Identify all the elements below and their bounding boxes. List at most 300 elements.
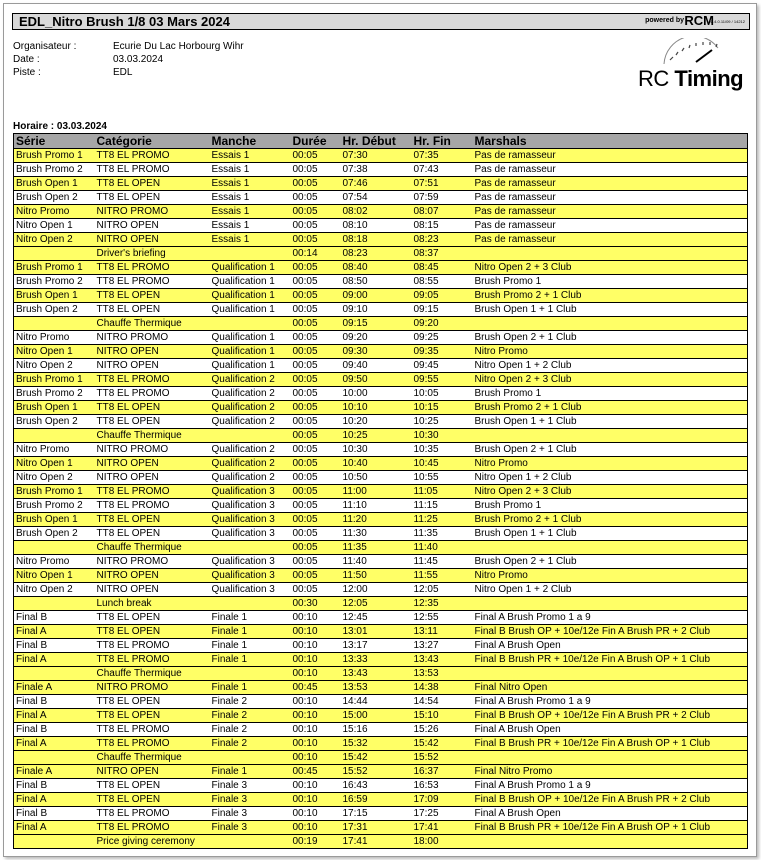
- cell-marshals: [473, 597, 748, 611]
- cell-duree: 00:05: [291, 317, 341, 331]
- cell-hr-fin: 15:52: [412, 751, 473, 765]
- cell-hr-fin: 08:45: [412, 261, 473, 275]
- cell-marshals: Final B Brush OP + 10e/12e Fin A Brush PR + 2 Club: [473, 793, 748, 807]
- schedule-row: [14, 429, 748, 443]
- cell-manche: Finale 1: [210, 611, 291, 625]
- cell-hr-fin: 09:25: [412, 331, 473, 345]
- cell-hr-fin: 15:10: [412, 709, 473, 723]
- schedule-row: [14, 737, 748, 751]
- rc-timing-wordmark: [638, 66, 743, 92]
- cell-manche: Finale 2: [210, 737, 291, 751]
- cell-hr-fin: 08:07: [412, 205, 473, 219]
- cell-marshals: [473, 667, 748, 681]
- cell-categorie: TT8 EL PROMO: [95, 261, 210, 275]
- cell-hr-fin: 08:23: [412, 233, 473, 247]
- cell-manche: Essais 1: [210, 219, 291, 233]
- cell-hr-fin: 08:55: [412, 275, 473, 289]
- schedule-row: [14, 247, 748, 261]
- cell-manche: Finale 1: [210, 681, 291, 695]
- schedule-row: [14, 555, 748, 569]
- schedule-row: [14, 457, 748, 471]
- cell-marshals: [473, 751, 748, 765]
- cell-duree: 00:45: [291, 765, 341, 779]
- cell-categorie: NITRO OPEN: [95, 569, 210, 583]
- cell-marshals: [473, 317, 748, 331]
- cell-marshals: Brush Open 1 + 1 Club: [473, 527, 748, 541]
- cell-hr-debut: 11:10: [341, 499, 412, 513]
- cell-hr-fin: 14:38: [412, 681, 473, 695]
- cell-serie: Finale A: [14, 765, 95, 779]
- cell-serie: Nitro Open 2: [14, 359, 95, 373]
- cell-categorie: TT8 EL PROMO: [95, 149, 210, 163]
- cell-hr-debut: 15:52: [341, 765, 412, 779]
- schedule-row: [14, 597, 748, 611]
- schedule-row: [14, 401, 748, 415]
- cell-hr-debut: 09:00: [341, 289, 412, 303]
- cell-categorie: TT8 EL OPEN: [95, 191, 210, 205]
- cell-manche: Finale 3: [210, 807, 291, 821]
- cell-hr-fin: 10:45: [412, 457, 473, 471]
- cell-manche: Qualification 1: [210, 275, 291, 289]
- schedule-row: [14, 723, 748, 737]
- cell-serie: Nitro Open 2: [14, 471, 95, 485]
- cell-hr-fin: 12:55: [412, 611, 473, 625]
- cell-manche: [210, 541, 291, 555]
- schedule-row: [14, 387, 748, 401]
- cell-hr-debut: 13:43: [341, 667, 412, 681]
- cell-marshals: Brush Promo 2 + 1 Club: [473, 401, 748, 415]
- report-title: EDL_Nitro Brush 1/8 03 Mars 2024: [19, 14, 230, 29]
- piste-value: EDL: [113, 67, 133, 78]
- cell-hr-fin: 14:54: [412, 695, 473, 709]
- cell-hr-fin: 13:43: [412, 653, 473, 667]
- cell-categorie: TT8 EL PROMO: [95, 639, 210, 653]
- cell-manche: Qualification 2: [210, 471, 291, 485]
- cell-hr-debut: 17:15: [341, 807, 412, 821]
- cell-marshals: Brush Promo 2 + 1 Club: [473, 513, 748, 527]
- cell-categorie: NITRO PROMO: [95, 205, 210, 219]
- cell-categorie: NITRO OPEN: [95, 219, 210, 233]
- cell-serie: Final A: [14, 793, 95, 807]
- cell-manche: [210, 751, 291, 765]
- cell-duree: 00:05: [291, 163, 341, 177]
- cell-categorie: NITRO OPEN: [95, 583, 210, 597]
- cell-categorie: TT8 EL PROMO: [95, 275, 210, 289]
- cell-serie: [14, 429, 95, 443]
- cell-manche: [210, 317, 291, 331]
- schedule-row: [14, 541, 748, 555]
- cell-hr-fin: 13:53: [412, 667, 473, 681]
- cell-hr-debut: 15:32: [341, 737, 412, 751]
- cell-hr-debut: 07:54: [341, 191, 412, 205]
- cell-marshals: Final B Brush OP + 10e/12e Fin A Brush PR + 2 Club: [473, 625, 748, 639]
- cell-duree: 00:05: [291, 471, 341, 485]
- cell-manche: Qualification 3: [210, 513, 291, 527]
- cell-duree: 00:05: [291, 415, 341, 429]
- cell-manche: Qualification 3: [210, 485, 291, 499]
- piste-label: Piste :: [13, 67, 41, 78]
- cell-hr-debut: 10:40: [341, 457, 412, 471]
- cell-serie: Final B: [14, 695, 95, 709]
- cell-hr-fin: 10:55: [412, 471, 473, 485]
- cell-serie: [14, 835, 95, 849]
- cell-marshals: Brush Open 2 + 1 Club: [473, 555, 748, 569]
- cell-hr-debut: 13:33: [341, 653, 412, 667]
- cell-duree: 00:10: [291, 653, 341, 667]
- cell-serie: Final A: [14, 709, 95, 723]
- schedule-row: [14, 499, 748, 513]
- cell-duree: 00:10: [291, 625, 341, 639]
- cell-duree: 00:05: [291, 485, 341, 499]
- cell-marshals: Brush Open 2 + 1 Club: [473, 331, 748, 345]
- cell-hr-debut: 07:46: [341, 177, 412, 191]
- cell-hr-fin: 07:35: [412, 149, 473, 163]
- cell-hr-fin: 17:25: [412, 807, 473, 821]
- cell-hr-fin: 09:05: [412, 289, 473, 303]
- cell-categorie: TT8 EL OPEN: [95, 611, 210, 625]
- cell-hr-debut: 16:43: [341, 779, 412, 793]
- schedule-row: [14, 163, 748, 177]
- cell-manche: Qualification 2: [210, 443, 291, 457]
- cell-duree: 00:30: [291, 597, 341, 611]
- schedule-row: [14, 835, 748, 849]
- cell-duree: 00:10: [291, 667, 341, 681]
- cell-marshals: Final Nitro Promo: [473, 765, 748, 779]
- cell-hr-fin: 09:15: [412, 303, 473, 317]
- cell-serie: Brush Open 2: [14, 415, 95, 429]
- cell-duree: 00:05: [291, 401, 341, 415]
- cell-categorie: NITRO PROMO: [95, 681, 210, 695]
- col-hr-fin: Hr. Fin: [412, 134, 473, 149]
- cell-manche: Qualification 2: [210, 373, 291, 387]
- cell-duree: 00:05: [291, 219, 341, 233]
- cell-hr-debut: 15:16: [341, 723, 412, 737]
- cell-serie: Nitro Open 1: [14, 569, 95, 583]
- schedule-row: [14, 625, 748, 639]
- schedule-row: [14, 681, 748, 695]
- schedule-row: [14, 205, 748, 219]
- cell-manche: Qualification 3: [210, 583, 291, 597]
- schedule-table: [13, 133, 748, 849]
- cell-serie: Brush Promo 2: [14, 275, 95, 289]
- schedule-row: [14, 751, 748, 765]
- cell-marshals: Final A Brush Promo 1 a 9: [473, 779, 748, 793]
- cell-hr-fin: 10:05: [412, 387, 473, 401]
- cell-hr-fin: 07:43: [412, 163, 473, 177]
- cell-serie: [14, 667, 95, 681]
- cell-serie: Brush Open 2: [14, 191, 95, 205]
- cell-manche: Finale 3: [210, 821, 291, 835]
- cell-hr-fin: 09:20: [412, 317, 473, 331]
- col-duree: Durée: [291, 134, 341, 149]
- cell-manche: Essais 1: [210, 205, 291, 219]
- cell-categorie: Chauffe Thermique: [95, 751, 210, 765]
- schedule-row: [14, 303, 748, 317]
- cell-serie: Final B: [14, 611, 95, 625]
- schedule-row: [14, 513, 748, 527]
- schedule-row: [14, 471, 748, 485]
- cell-marshals: Final A Brush Promo 1 a 9: [473, 695, 748, 709]
- cell-hr-debut: 08:02: [341, 205, 412, 219]
- cell-duree: 00:05: [291, 499, 341, 513]
- cell-marshals: Final B Brush PR + 10e/12e Fin A Brush OP + 1 Club: [473, 653, 748, 667]
- cell-marshals: [473, 835, 748, 849]
- cell-duree: 00:10: [291, 723, 341, 737]
- cell-hr-fin: 09:35: [412, 345, 473, 359]
- cell-duree: 00:14: [291, 247, 341, 261]
- schedule-row: [14, 373, 748, 387]
- cell-hr-debut: 11:30: [341, 527, 412, 541]
- cell-categorie: TT8 EL OPEN: [95, 415, 210, 429]
- cell-categorie: TT8 EL PROMO: [95, 373, 210, 387]
- cell-duree: 00:10: [291, 709, 341, 723]
- schedule-row: [14, 569, 748, 583]
- cell-hr-debut: 12:05: [341, 597, 412, 611]
- cell-categorie: TT8 EL OPEN: [95, 513, 210, 527]
- schedule-row: [14, 695, 748, 709]
- cell-hr-debut: 09:30: [341, 345, 412, 359]
- cell-hr-fin: 11:05: [412, 485, 473, 499]
- cell-hr-debut: 09:20: [341, 331, 412, 345]
- cell-hr-debut: 10:30: [341, 443, 412, 457]
- col-hr-debut: Hr. Début: [341, 134, 412, 149]
- cell-hr-debut: 17:41: [341, 835, 412, 849]
- cell-duree: 00:05: [291, 555, 341, 569]
- cell-serie: Brush Open 1: [14, 513, 95, 527]
- cell-categorie: TT8 EL OPEN: [95, 401, 210, 415]
- cell-categorie: NITRO OPEN: [95, 471, 210, 485]
- cell-marshals: Final A Brush Open: [473, 639, 748, 653]
- cell-serie: [14, 247, 95, 261]
- cell-hr-debut: 13:17: [341, 639, 412, 653]
- cell-manche: Qualification 3: [210, 555, 291, 569]
- cell-marshals: Brush Open 1 + 1 Club: [473, 303, 748, 317]
- cell-marshals: Pas de ramasseur: [473, 205, 748, 219]
- cell-categorie: Chauffe Thermique: [95, 429, 210, 443]
- cell-manche: Qualification 2: [210, 457, 291, 471]
- cell-marshals: [473, 247, 748, 261]
- cell-manche: Essais 1: [210, 233, 291, 247]
- col-categorie: Catégorie: [95, 134, 210, 149]
- cell-marshals: Nitro Open 2 + 3 Club: [473, 485, 748, 499]
- cell-duree: 00:05: [291, 569, 341, 583]
- cell-hr-fin: 09:45: [412, 359, 473, 373]
- cell-serie: [14, 541, 95, 555]
- cell-hr-fin: 07:59: [412, 191, 473, 205]
- schedule-row: [14, 177, 748, 191]
- cell-duree: 00:05: [291, 261, 341, 275]
- cell-categorie: TT8 EL OPEN: [95, 709, 210, 723]
- cell-hr-debut: 11:20: [341, 513, 412, 527]
- cell-serie: Brush Promo 2: [14, 387, 95, 401]
- cell-hr-debut: 13:53: [341, 681, 412, 695]
- cell-hr-fin: 15:42: [412, 737, 473, 751]
- cell-manche: Finale 1: [210, 625, 291, 639]
- cell-duree: 00:10: [291, 751, 341, 765]
- cell-marshals: Brush Promo 1: [473, 275, 748, 289]
- cell-hr-fin: 18:00: [412, 835, 473, 849]
- cell-hr-debut: 07:38: [341, 163, 412, 177]
- cell-hr-debut: 12:45: [341, 611, 412, 625]
- cell-duree: 00:05: [291, 331, 341, 345]
- cell-hr-fin: 11:15: [412, 499, 473, 513]
- cell-hr-fin: 12:05: [412, 583, 473, 597]
- cell-marshals: Brush Open 2 + 1 Club: [473, 443, 748, 457]
- cell-hr-fin: 10:35: [412, 443, 473, 457]
- cell-categorie: TT8 EL OPEN: [95, 527, 210, 541]
- cell-marshals: [473, 429, 748, 443]
- cell-manche: [210, 835, 291, 849]
- schedule-row: [14, 233, 748, 247]
- cell-hr-debut: 10:50: [341, 471, 412, 485]
- cell-duree: 00:10: [291, 793, 341, 807]
- schedule-row: [14, 275, 748, 289]
- cell-categorie: NITRO PROMO: [95, 443, 210, 457]
- schedule-row: [14, 611, 748, 625]
- cell-hr-fin: 07:51: [412, 177, 473, 191]
- cell-manche: Qualification 1: [210, 261, 291, 275]
- cell-hr-debut: 12:00: [341, 583, 412, 597]
- cell-hr-fin: 11:55: [412, 569, 473, 583]
- cell-hr-debut: 11:40: [341, 555, 412, 569]
- cell-manche: Qualification 1: [210, 303, 291, 317]
- schedule-row: [14, 191, 748, 205]
- cell-marshals: Pas de ramasseur: [473, 149, 748, 163]
- schedule-body: [14, 149, 748, 849]
- col-serie: Série: [14, 134, 95, 149]
- cell-duree: 00:10: [291, 639, 341, 653]
- schedule-row: [14, 639, 748, 653]
- cell-duree: 00:19: [291, 835, 341, 849]
- cell-categorie: TT8 EL OPEN: [95, 625, 210, 639]
- cell-serie: [14, 597, 95, 611]
- cell-manche: Finale 2: [210, 723, 291, 737]
- cell-hr-debut: 14:44: [341, 695, 412, 709]
- cell-serie: Nitro Promo: [14, 443, 95, 457]
- schedule-row: [14, 709, 748, 723]
- cell-duree: 00:05: [291, 373, 341, 387]
- organisateur-label: Organisateur :: [13, 41, 77, 52]
- cell-hr-fin: 10:15: [412, 401, 473, 415]
- cell-categorie: TT8 EL PROMO: [95, 387, 210, 401]
- cell-serie: Final B: [14, 723, 95, 737]
- cell-categorie: TT8 EL PROMO: [95, 807, 210, 821]
- cell-manche: Finale 3: [210, 793, 291, 807]
- cell-duree: 00:10: [291, 779, 341, 793]
- cell-manche: Qualification 3: [210, 499, 291, 513]
- cell-serie: Brush Promo 1: [14, 373, 95, 387]
- cell-hr-fin: 11:25: [412, 513, 473, 527]
- cell-marshals: Nitro Open 2 + 3 Club: [473, 261, 748, 275]
- cell-duree: 00:05: [291, 443, 341, 457]
- schedule-row: [14, 149, 748, 163]
- cell-categorie: Price giving ceremony: [95, 835, 210, 849]
- cell-serie: Nitro Open 2: [14, 233, 95, 247]
- cell-hr-debut: 09:50: [341, 373, 412, 387]
- cell-manche: Finale 1: [210, 639, 291, 653]
- stopwatch-dial-icon: [636, 38, 746, 68]
- cell-manche: [210, 429, 291, 443]
- cell-hr-fin: 12:35: [412, 597, 473, 611]
- logo-timing: Timing: [674, 66, 744, 91]
- cell-duree: 00:05: [291, 289, 341, 303]
- cell-manche: Qualification 3: [210, 527, 291, 541]
- cell-manche: Qualification 1: [210, 359, 291, 373]
- cell-hr-debut: 08:18: [341, 233, 412, 247]
- rc-timing-logo: [636, 38, 746, 96]
- cell-duree: 00:05: [291, 359, 341, 373]
- cell-hr-debut: 11:50: [341, 569, 412, 583]
- cell-hr-fin: 16:37: [412, 765, 473, 779]
- cell-categorie: Chauffe Thermique: [95, 667, 210, 681]
- cell-hr-debut: 09:40: [341, 359, 412, 373]
- cell-categorie: NITRO OPEN: [95, 359, 210, 373]
- schedule-row: [14, 415, 748, 429]
- cell-manche: Qualification 2: [210, 401, 291, 415]
- cell-serie: Brush Promo 1: [14, 485, 95, 499]
- cell-serie: Final A: [14, 653, 95, 667]
- cell-hr-fin: 17:09: [412, 793, 473, 807]
- cell-duree: 00:05: [291, 457, 341, 471]
- cell-categorie: TT8 EL OPEN: [95, 793, 210, 807]
- cell-categorie: TT8 EL PROMO: [95, 653, 210, 667]
- cell-marshals: Final A Brush Open: [473, 723, 748, 737]
- cell-categorie: TT8 EL PROMO: [95, 485, 210, 499]
- cell-marshals: Final B Brush PR + 10e/12e Fin A Brush OP + 1 Club: [473, 821, 748, 835]
- logo-rc: RC: [638, 66, 669, 91]
- cell-hr-debut: 08:50: [341, 275, 412, 289]
- cell-serie: Nitro Open 1: [14, 457, 95, 471]
- cell-serie: Brush Promo 1: [14, 149, 95, 163]
- cell-serie: Brush Open 1: [14, 401, 95, 415]
- cell-hr-debut: 08:40: [341, 261, 412, 275]
- date-row: [13, 53, 163, 66]
- cell-categorie: TT8 EL OPEN: [95, 779, 210, 793]
- cell-hr-debut: 09:15: [341, 317, 412, 331]
- cell-categorie: TT8 EL PROMO: [95, 499, 210, 513]
- schedule-row: [14, 527, 748, 541]
- cell-duree: 00:05: [291, 303, 341, 317]
- cell-serie: Brush Promo 2: [14, 163, 95, 177]
- schedule-row: [14, 443, 748, 457]
- cell-hr-fin: 16:53: [412, 779, 473, 793]
- cell-manche: Finale 1: [210, 765, 291, 779]
- cell-hr-debut: 08:23: [341, 247, 412, 261]
- cell-hr-fin: 11:40: [412, 541, 473, 555]
- cell-marshals: Pas de ramasseur: [473, 177, 748, 191]
- cell-serie: Nitro Promo: [14, 205, 95, 219]
- schedule-header-row: [14, 134, 748, 149]
- cell-duree: 00:10: [291, 737, 341, 751]
- cell-duree: 00:05: [291, 541, 341, 555]
- cell-duree: 00:05: [291, 191, 341, 205]
- cell-categorie: Driver's briefing: [95, 247, 210, 261]
- cell-marshals: Brush Promo 1: [473, 499, 748, 513]
- cell-serie: Nitro Promo: [14, 555, 95, 569]
- organisateur-value: Ecurie Du Lac Horbourg Wihr: [113, 41, 244, 52]
- cell-marshals: Brush Open 1 + 1 Club: [473, 415, 748, 429]
- cell-hr-fin: 08:15: [412, 219, 473, 233]
- cell-manche: [210, 597, 291, 611]
- horaire-heading: Horaire : 03.03.2024: [13, 121, 107, 132]
- schedule-row: [14, 821, 748, 835]
- cell-manche: Qualification 1: [210, 345, 291, 359]
- col-manche: Manche: [210, 134, 291, 149]
- cell-marshals: Nitro Promo: [473, 457, 748, 471]
- cell-categorie: TT8 EL OPEN: [95, 695, 210, 709]
- cell-hr-debut: 17:31: [341, 821, 412, 835]
- date-value: 03.03.2024: [113, 54, 164, 65]
